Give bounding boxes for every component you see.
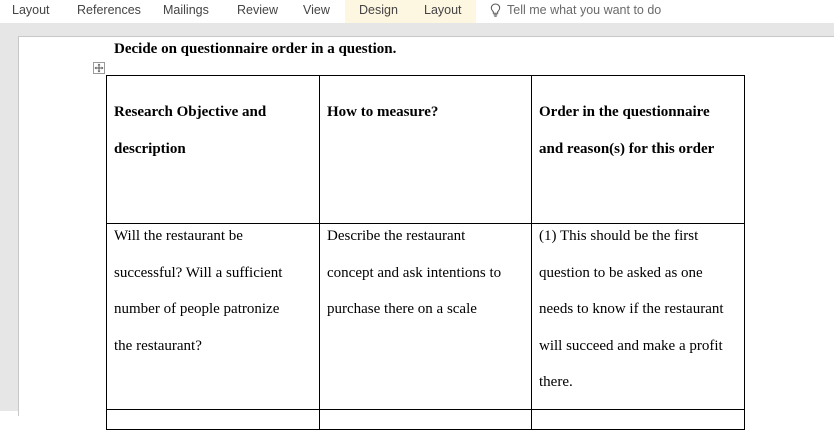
tab-references[interactable]: References [77, 3, 141, 17]
table-row [107, 410, 745, 430]
tell-me-placeholder: Tell me what you want to do [507, 3, 662, 17]
questionnaire-table [106, 75, 745, 430]
tab-review[interactable]: Review [237, 3, 278, 17]
table-cell[interactable] [107, 224, 320, 410]
header-how-to-measure: How to measure? [327, 104, 439, 120]
tab-mailings[interactable]: Mailings [163, 3, 209, 17]
ribbon-tab-bar [0, 0, 834, 23]
tab-layout[interactable]: Layout [12, 3, 50, 17]
move-arrows-icon [94, 63, 104, 73]
table-cell[interactable] [107, 410, 320, 430]
table-header-cell[interactable] [320, 76, 532, 224]
table-cell[interactable] [532, 410, 745, 430]
table-header-cell[interactable] [107, 76, 320, 224]
header-research-objective: Research Objective and description [114, 104, 267, 157]
document-heading: Decide on questionnaire order in a question. [114, 41, 397, 57]
table-cell[interactable] [320, 410, 532, 430]
cell-objective: Will the restaurant be successful? Will a sufficient number of people patronize the restaurant? [114, 228, 283, 354]
table-header-row [107, 76, 745, 224]
table-move-handle[interactable] [93, 62, 105, 74]
cell-measure: Describe the restaurant concept and ask intentions to purchase there on a scale [327, 228, 502, 317]
tab-table-design[interactable]: Design [345, 0, 412, 23]
cell-order: (1) This should be the first question to be asked as one needs to know if the restaurant will succeed and make a profit there. [539, 228, 724, 390]
tab-view[interactable]: View [303, 3, 330, 17]
header-order-in-questionnaire: Order in the questionnaire and reason(s) for this order [539, 104, 715, 157]
table-row [107, 224, 745, 410]
table-header-cell[interactable] [532, 76, 745, 224]
tell-me-search[interactable] [489, 0, 661, 23]
table-cell[interactable] [532, 224, 745, 410]
table-cell[interactable] [320, 224, 532, 410]
tab-table-layout[interactable]: Layout [410, 0, 476, 23]
lightbulb-icon [489, 3, 502, 17]
